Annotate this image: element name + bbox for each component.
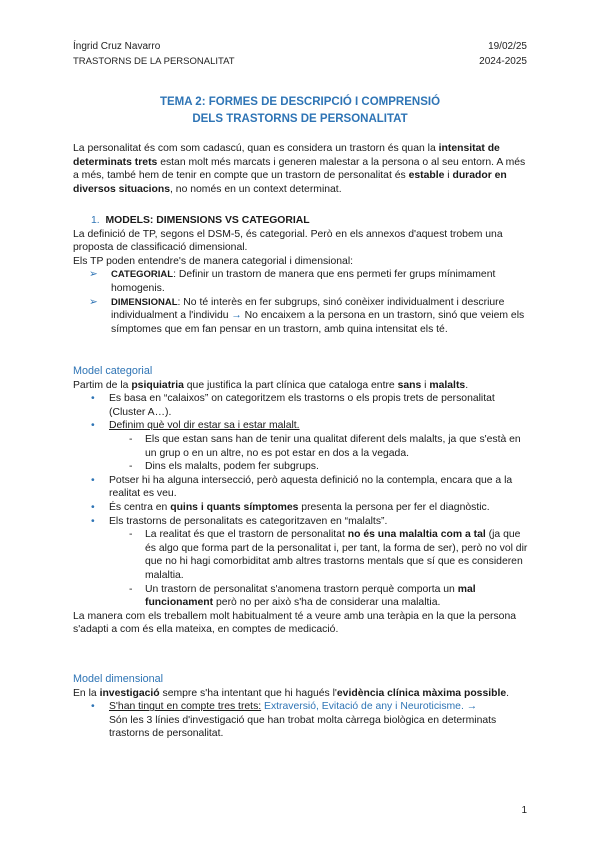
bullet-bold: quins i quants símptomes — [170, 501, 299, 513]
section-paragraph-1: La definició de TP, segons el DSM-5, és categorial. Però en els annexos d'aquest trobem una proposta de classificació dimensional. — [73, 228, 503, 254]
traits-text: Extraversió, Evitació de any i Neuroticisme. — [261, 701, 464, 713]
text-span: i — [421, 379, 430, 391]
bullet-text: Els trastorns de personalitats es categoritzaven en “malalts”. — [109, 515, 388, 527]
section-number: 1. — [91, 215, 100, 226]
intro-bold-1: intensitat de determinats trets — [73, 143, 500, 168]
bullet-label: DIMENSIONAL — [111, 296, 178, 308]
subsection-heading: Model dimensional — [73, 673, 164, 685]
title-line-1: TEMA 2: FORMES DE DESCRIPCIÓ I COMPRENSIÓ — [159, 96, 441, 108]
categorial-closing: La manera com els treballem molt habitualment té a veure amb una teràpia en la que la persona s'adapti a com és ella mateixa, en comptes de medicació. — [73, 610, 517, 636]
bullet-icon: • — [91, 515, 95, 527]
subsection-heading: Model categorial — [73, 365, 153, 377]
text-span: que justifica la part clínica que cataloga entre — [183, 379, 398, 391]
page-number: 1 — [521, 805, 527, 816]
list-item — [73, 296, 528, 337]
header-subject: TRASTORNS DE LA PERSONALITAT — [73, 56, 235, 67]
list-item — [73, 419, 528, 433]
right-arrow-icon: → — [463, 701, 478, 713]
text-span: Partim de la — [73, 379, 132, 391]
text-span: psiquiatria — [131, 379, 184, 391]
text-span: sempre s'ha intentant que hi hagués l' — [159, 687, 337, 699]
list-item — [73, 515, 528, 529]
list-item — [73, 460, 528, 474]
text-span: En la — [73, 687, 100, 699]
header-author: Íngrid Cruz Navarro — [73, 41, 161, 52]
bullet-icon: • — [91, 501, 95, 513]
list-item — [73, 474, 528, 501]
text-span: investigació — [99, 687, 160, 699]
text-span: evidència clínica màxima possible — [336, 687, 507, 699]
list-item — [73, 583, 528, 610]
intro-bold-3: durador en diversos situacions — [73, 170, 507, 195]
title-line-2: DELS TRASTORNS DE PERSONALITAT — [192, 113, 408, 125]
bullet-text: Potser hi ha alguna intersecció, però aquesta definició no la contempla, encara que a la realitat es veu. — [109, 474, 513, 500]
sub-bullet-text: La realitat és que el trastorn de personalitat — [145, 529, 348, 541]
sub-bullet-bold: mal funcionament — [145, 583, 476, 609]
list-item — [73, 268, 528, 295]
bullet-text-2: No encaixem a la persona en un trastorn, sinó que veiem els símptomes que em fan pensar en un trastorn, amb quina intensitat els té. — [111, 310, 525, 335]
list-item — [73, 433, 528, 460]
list-item — [73, 392, 528, 419]
right-arrow-icon: → — [231, 310, 242, 322]
bullet-text: : No té interès en fer subgrups, sinó conèixer individualment i descriure individualment a l'individu — [111, 296, 505, 322]
dash-icon: - — [129, 583, 133, 595]
intro-text-3: i — [444, 170, 453, 182]
text-span: . — [465, 379, 469, 391]
intro-text-2: estan molt més marcats i generen malestar a la persona o al seu entorn. A més a més, també hem de tenir en compte que un trastorn de personalitat és — [73, 156, 526, 182]
text-span: sans — [397, 379, 422, 391]
bullet-text: : Definir un trastorn de manera que ens permeti fer grups mínimament homogenis. — [111, 269, 496, 294]
bullet-text: S'han tingut en compte tres trets: — [109, 701, 262, 713]
arrow-bullet-icon: ➢ — [89, 296, 98, 308]
section-dimensional — [73, 673, 528, 741]
header-date: 19/02/25 — [488, 41, 527, 52]
sub-bullet-text: Els que estan sans han de tenir una qualitat diferent dels malalts, ja que s'està en un grup o en un altre, no es pot estar en dos a la vegada. — [145, 433, 521, 459]
categorial-intro — [73, 379, 528, 393]
intro-bold-2: estable — [408, 170, 445, 182]
bullet-label: CATEGORIAL — [111, 269, 174, 281]
bullet-icon: • — [91, 393, 95, 405]
intro-text-1: La personalitat és com som cadascú, quan es considera un trastorn és quan la — [73, 143, 439, 154]
arrow-bullet-icon: ➢ — [89, 269, 98, 281]
list-item — [73, 501, 528, 515]
bullet-icon: • — [91, 474, 95, 486]
bullet-text: Es basa en “calaixos” on categoritzem els trastorns o els propis trets de personalitat (Cluster A…). — [109, 393, 495, 418]
bullet-icon: • — [91, 420, 95, 432]
dash-icon: - — [129, 461, 133, 473]
sub-bullet-text: Dins els malalts, podem fer subgrups. — [145, 461, 319, 473]
dimensional-intro — [73, 687, 528, 701]
list-item — [73, 700, 528, 741]
bullet-text: presenta la persona per fer el diagnòstic. — [298, 501, 490, 513]
bullet-text: Definim què vol dir estar sa i estar malalt. — [109, 420, 300, 432]
section-models — [73, 214, 528, 336]
section-heading — [73, 214, 528, 228]
section-paragraph-2: Els TP poden entendre's de manera categorial i dimensional: — [73, 255, 354, 267]
bullet-icon: • — [91, 701, 95, 713]
list-item — [73, 528, 528, 582]
dash-icon: - — [129, 529, 133, 541]
sub-bullet-text: però no per això s'ha de considerar una malaltia. — [213, 597, 441, 609]
section-heading-text: MODELS: DIMENSIONS VS CATEGORIAL — [105, 215, 310, 226]
text-span: malalts — [429, 379, 466, 391]
sub-bullet-text: Un trastorn de personalitat s'anomena trastorn perquè comporta un — [145, 583, 458, 595]
intro-paragraph — [73, 142, 528, 196]
bullet-text: Són les 3 línies d'investigació que han trobat molta càrrega biològica en determinats trastorns de personalitat. — [109, 714, 497, 740]
text-span: . — [506, 687, 510, 699]
sub-bullet-bold: no és una malaltia com a tal — [347, 529, 486, 541]
section-categorial — [73, 365, 528, 637]
sub-bullet-text: (ja que és algo que forma part de la personalitat i, per tant, la forma de ser), però no vol dir que no hi hagi comorbiditat amb altres trastorns mentals que sí que es consideren malaltia. — [145, 529, 528, 581]
bullet-text: És centra en — [109, 501, 171, 513]
intro-text-4: , no només en un context determinat. — [170, 183, 342, 195]
header-year: 2024-2025 — [479, 56, 527, 67]
dash-icon: - — [129, 433, 133, 445]
